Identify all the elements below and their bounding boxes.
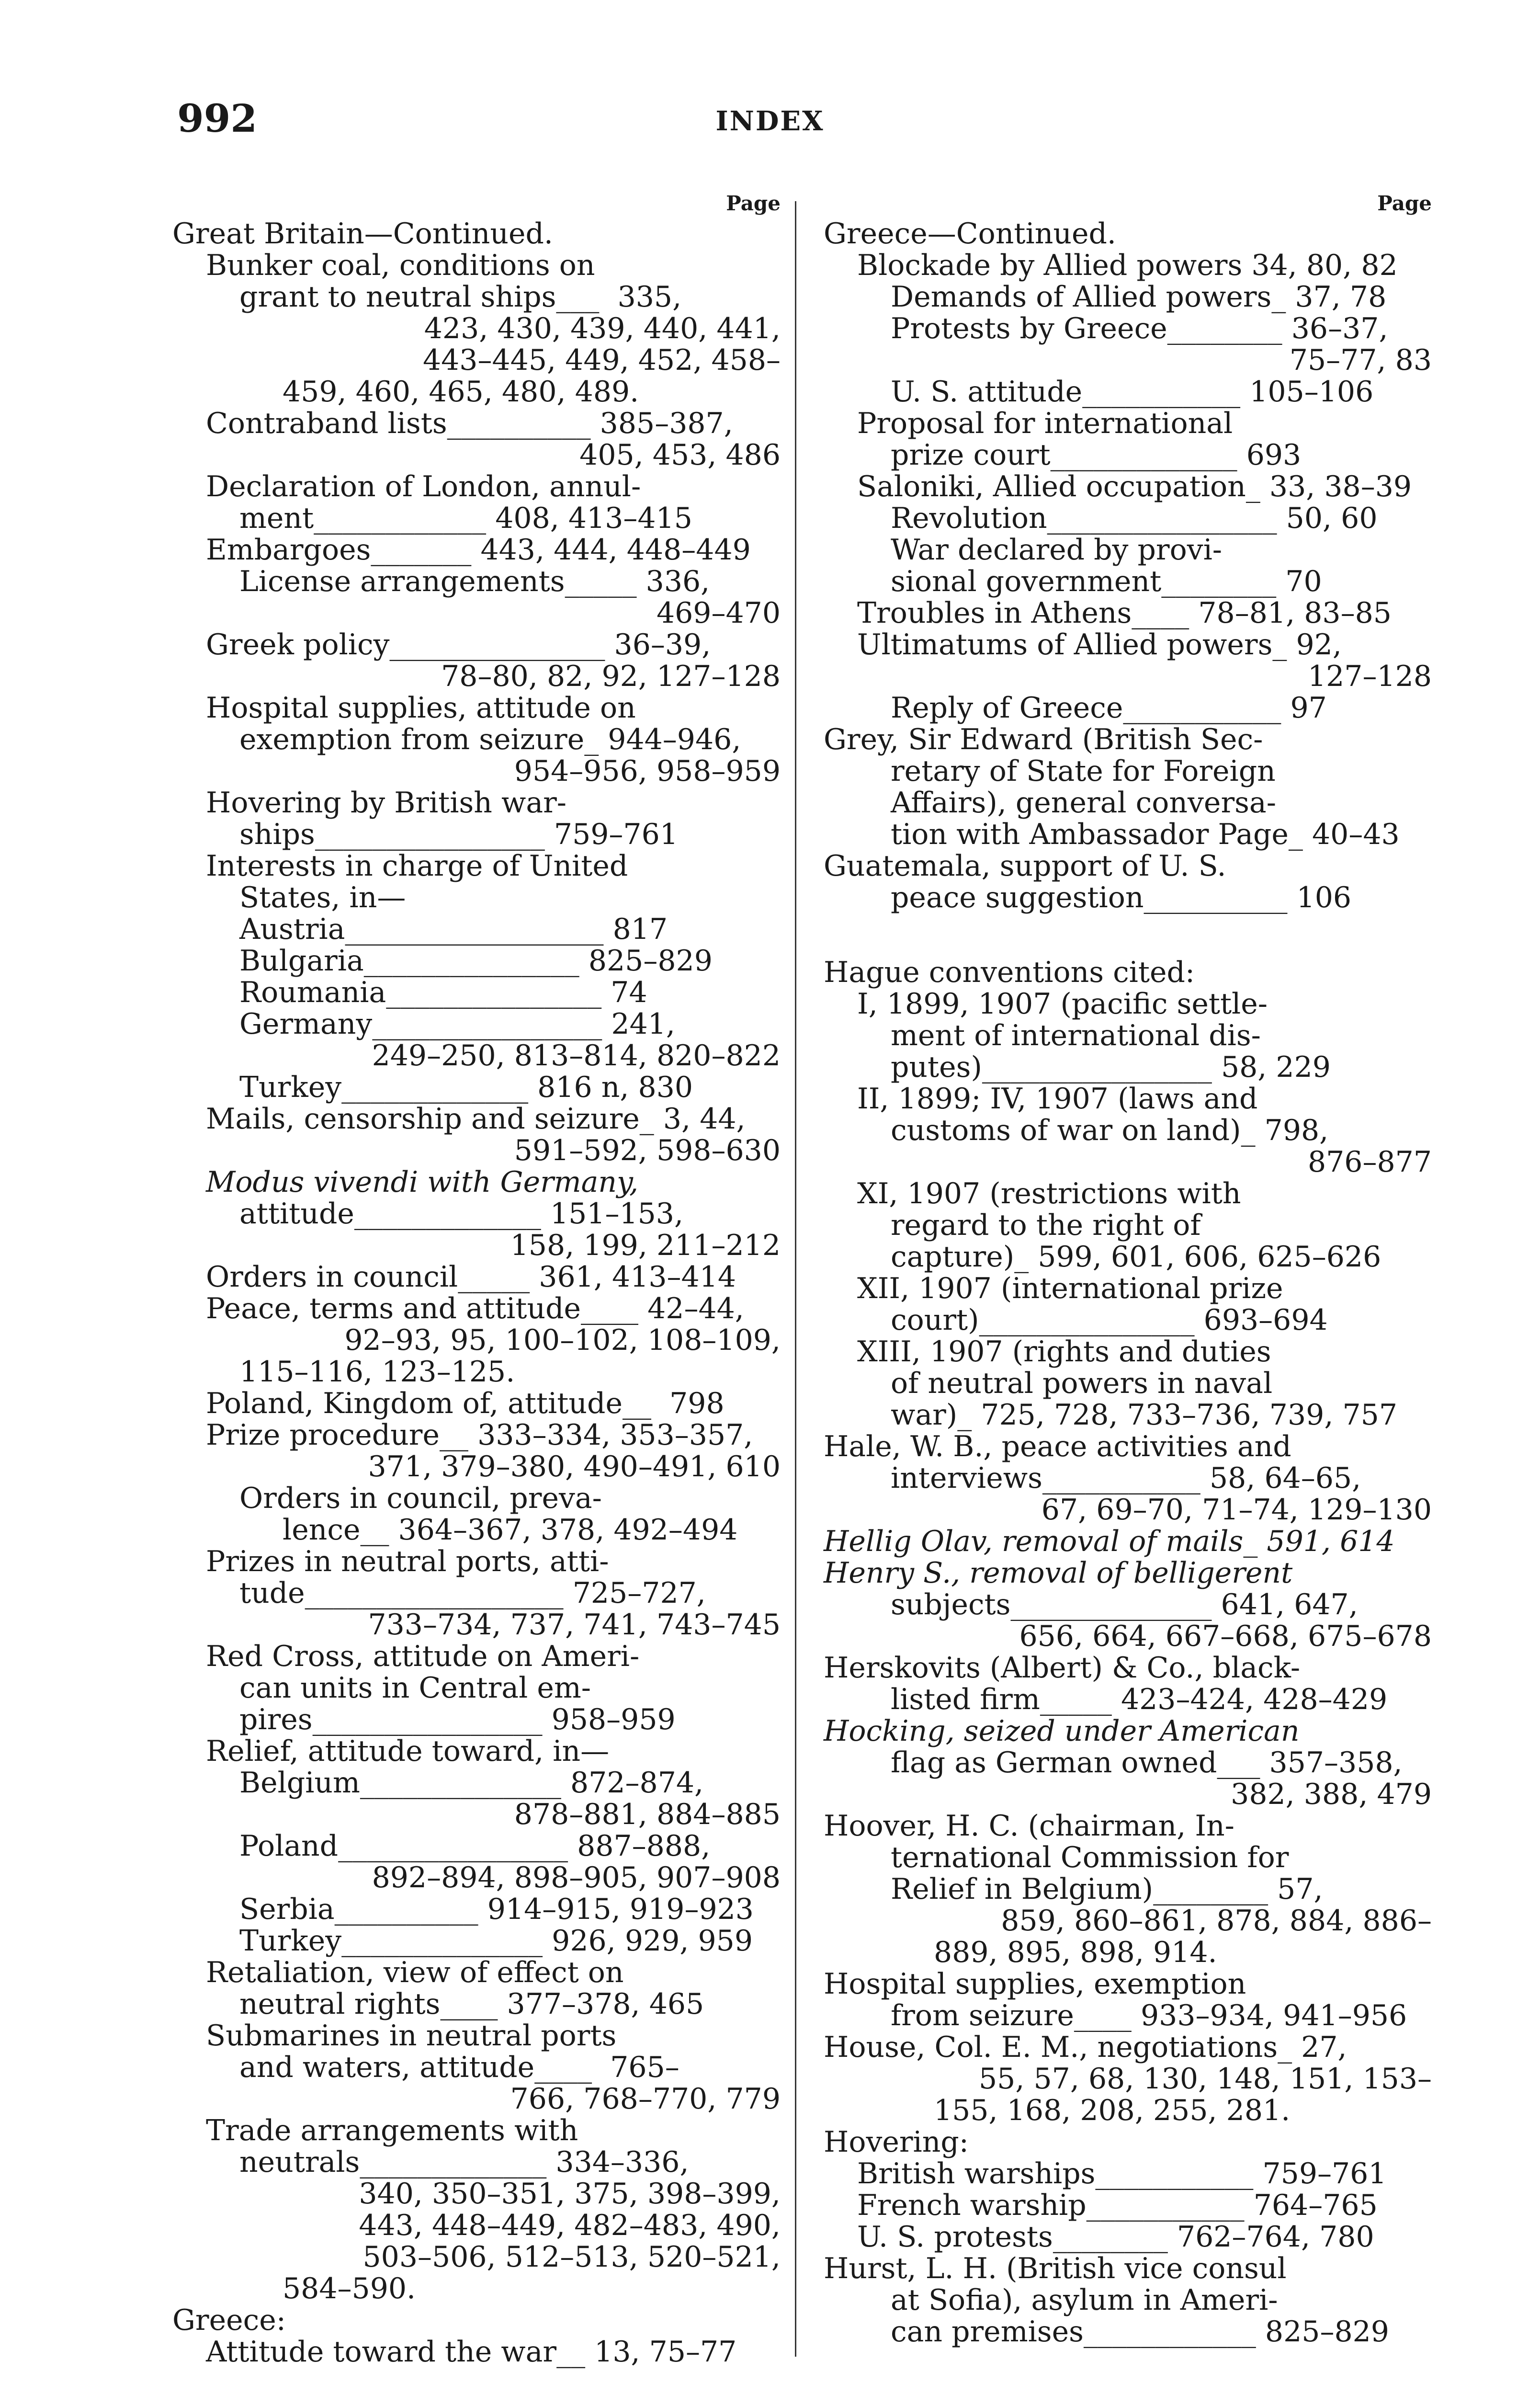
index-line: prize court_____________ 693 xyxy=(891,438,1302,472)
index-line: 405, 453, 486 xyxy=(579,438,781,472)
index-line: war)_ 725, 728, 733–736, 739, 757 xyxy=(891,1398,1397,1432)
index-line: ternational Commission for xyxy=(891,1841,1289,1874)
index-line: Embargoes_______ 443, 444, 448–449 xyxy=(206,533,751,567)
index-line: Contraband lists__________ 385–387, xyxy=(206,407,733,440)
index-line: Proposal for international xyxy=(857,407,1233,440)
index-line: 155, 168, 208, 255, 281. xyxy=(934,2094,1291,2127)
index-line: Prizes in neutral ports, atti- xyxy=(206,1545,609,1578)
index-line: 656, 664, 667–668, 675–678 xyxy=(1019,1619,1432,1653)
index-line: Submarines in neutral ports xyxy=(206,2019,617,2053)
index-line: 584–590. xyxy=(283,2272,416,2305)
index-line: Poland, Kingdom of, attitude__ 798 xyxy=(206,1387,725,1420)
left-entries xyxy=(172,218,781,2368)
index-line: Retaliation, view of effect on xyxy=(206,1956,624,1989)
index-line: 340, 350–351, 375, 398–399, xyxy=(359,2177,781,2211)
index-line: Greek policy_______________ 36–39, xyxy=(206,628,711,661)
index-line: peace suggestion__________ 106 xyxy=(891,881,1352,914)
index-line: Hovering by British war- xyxy=(206,786,567,820)
index-line: British warships___________ 759–761 xyxy=(857,2157,1387,2190)
index-line: 459, 460, 465, 480, 489. xyxy=(283,375,639,409)
index-line: ment of international dis- xyxy=(891,1019,1261,1052)
page-header xyxy=(177,96,1363,148)
index-line: Austria__________________ 817 xyxy=(239,912,668,946)
index-line: Grey, Sir Edward (British Sec- xyxy=(824,723,1263,756)
index-line: 423, 430, 439, 440, 441, xyxy=(424,312,781,345)
index-line: Henry S., removal of belligerent xyxy=(824,1556,1293,1590)
index-line: and waters, attitude____ 765– xyxy=(239,2051,679,2084)
index-line: Ultimatums of Allied powers_ 92, xyxy=(857,628,1342,661)
index-line: Relief, attitude toward, in— xyxy=(206,1734,610,1768)
index-line: 469–470 xyxy=(656,596,781,630)
index-line: pires________________ 958–959 xyxy=(239,1703,676,1736)
index-line: Peace, terms and attitude____ 42–44, xyxy=(206,1292,744,1325)
index-line: 859, 860–861, 878, 884, 886– xyxy=(1001,1904,1432,1938)
index-line: 443, 448–449, 482–483, 490, xyxy=(359,2209,781,2242)
index-line: neutral rights____ 377–378, 465 xyxy=(239,1987,704,2021)
index-line: U. S. protests________ 762–764, 780 xyxy=(857,2220,1374,2254)
index-line: Bulgaria_______________ 825–829 xyxy=(239,944,713,978)
index-line: 67, 69–70, 71–74, 129–130 xyxy=(1041,1493,1432,1527)
index-line: Troubles in Athens____ 78–81, 83–85 xyxy=(857,596,1392,630)
index-line: 78–80, 82, 92, 127–128 xyxy=(441,660,781,693)
index-line: 75–77, 83 xyxy=(1289,343,1432,377)
index-line: listed firm_____ 423–424, 428–429 xyxy=(891,1683,1388,1716)
page-column-label: Page xyxy=(726,192,781,215)
index-line: neutrals_____________ 334–336, xyxy=(239,2145,689,2179)
index-line: Germany________________ 241, xyxy=(239,1007,675,1041)
index-line: Mails, censorship and seizure_ 3, 44, xyxy=(206,1102,746,1136)
index-line: Hoover, H. C. (chairman, In- xyxy=(824,1809,1234,1843)
right-entries xyxy=(824,218,1432,2348)
index-line: can premises____________ 825–829 xyxy=(891,2315,1389,2349)
index-line: Herskovits (Albert) & Co., black- xyxy=(824,1651,1301,1685)
index-line: 158, 199, 211–212 xyxy=(510,1229,781,1262)
index-column-left xyxy=(172,192,781,2368)
index-line: War declared by provi- xyxy=(891,533,1223,567)
index-line: Hospital supplies, attitude on xyxy=(206,691,636,725)
index-line: U. S. attitude___________ 105–106 xyxy=(891,375,1374,409)
index-line: 889, 895, 898, 914. xyxy=(934,1936,1217,1969)
index-line: of neutral powers in naval xyxy=(891,1367,1273,1400)
index-line xyxy=(824,913,1432,957)
index-line: Hovering: xyxy=(824,2125,969,2159)
index-line: retary of State for Foreign xyxy=(891,754,1276,788)
index-line: 443–445, 449, 452, 458– xyxy=(422,343,781,377)
index-line: tion with Ambassador Page_ 40–43 xyxy=(891,818,1400,851)
index-line: XIII, 1907 (rights and duties xyxy=(857,1335,1271,1369)
index-line: from seizure____ 933–934, 941–956 xyxy=(891,1999,1407,2032)
index-line: capture)_ 599, 601, 606, 625–626 xyxy=(891,1240,1381,1274)
index-line: can units in Central em- xyxy=(239,1671,591,1705)
index-line: Attitude toward the war__ 13, 75–77 xyxy=(206,2335,737,2369)
index-line: 892–894, 898–905, 907–908 xyxy=(372,1861,781,1894)
index-line: Trade arrangements with xyxy=(206,2114,578,2147)
index-line: Modus vivendi with Germany, xyxy=(206,1165,639,1199)
index-line: Reply of Greece___________ 97 xyxy=(891,691,1327,725)
index-line: I, 1899, 1907 (pacific settle- xyxy=(857,987,1268,1021)
index-line: Red Cross, attitude on Ameri- xyxy=(206,1640,640,1673)
index-line: Belgium______________ 872–874, xyxy=(239,1766,704,1800)
index-line: Greece: xyxy=(172,2304,286,2337)
index-line: Hurst, L. H. (British vice consul xyxy=(824,2252,1287,2285)
index-line: 382, 388, 479 xyxy=(1231,1778,1432,1811)
index-column-right xyxy=(824,192,1432,2348)
index-line: Hale, W. B., peace activities and xyxy=(824,1430,1291,1463)
index-line: 115–116, 123–125. xyxy=(239,1355,515,1389)
index-line: 92–93, 95, 100–102, 108–109, xyxy=(344,1323,781,1357)
index-line: States, in— xyxy=(239,881,406,914)
index-line: French warship___________ 764–765 xyxy=(857,2189,1378,2222)
index-line: Hague conventions cited: xyxy=(824,956,1195,989)
index-line: XI, 1907 (restrictions with xyxy=(857,1177,1241,1210)
index-line: Revolution________________ 50, 60 xyxy=(891,502,1378,535)
index-line: Interests in charge of United xyxy=(206,849,628,883)
index-line: Turkey_____________ 816 n, 830 xyxy=(239,1071,693,1104)
index-line: Serbia__________ 914–915, 919–923 xyxy=(239,1893,754,1926)
index-line: 591–592, 598–630 xyxy=(514,1134,781,1167)
index-line: Bunker coal, conditions on xyxy=(206,249,595,282)
column-divider xyxy=(795,201,796,2357)
index-line: 55, 57, 68, 130, 148, 151, 153– xyxy=(979,2062,1432,2096)
index-line: License arrangements_____ 336, xyxy=(239,565,710,598)
index-line: Poland________________ 887–888, xyxy=(239,1829,711,1863)
index-line: Orders in council_____ 361, 413–414 xyxy=(206,1260,736,1294)
index-line: II, 1899; IV, 1907 (laws and xyxy=(857,1082,1258,1116)
index-line: Demands of Allied powers_ 37, 78 xyxy=(891,280,1387,314)
index-line: Hellig Olav, removal of mails_ 591, 614 xyxy=(824,1525,1395,1558)
index-line: interviews___________ 58, 64–65, xyxy=(891,1461,1361,1495)
index-line: Relief in Belgium)________ 57, xyxy=(891,1872,1323,1906)
index-line: 766, 768–770, 779 xyxy=(510,2082,781,2116)
running-head: INDEX xyxy=(715,105,825,137)
index-line: 249–250, 813–814, 820–822 xyxy=(372,1039,781,1072)
index-line: sional government________ 70 xyxy=(891,565,1322,598)
index-line: grant to neutral ships___ 335, xyxy=(239,280,682,314)
index-line: Hocking, seized under American xyxy=(824,1714,1300,1748)
index-line: customs of war on land)_ 798, xyxy=(891,1114,1329,1147)
index-line: 954–956, 958–959 xyxy=(514,754,781,788)
index-line: Greece—Continued. xyxy=(824,217,1116,251)
index-line: ships________________ 759–761 xyxy=(239,818,678,851)
index-line: Great Britain—Continued. xyxy=(172,217,553,251)
index-line: 127–128 xyxy=(1307,660,1432,693)
index-line: tude__________________ 725–727, xyxy=(239,1576,706,1610)
index-line: Affairs), general conversa- xyxy=(891,786,1276,820)
index-line: XII, 1907 (international prize xyxy=(857,1272,1283,1305)
index-line: lence__ 364–367, 378, 492–494 xyxy=(283,1513,738,1547)
index-line: regard to the right of xyxy=(891,1209,1201,1242)
index-line: House, Col. E. M., negotiations_ 27, xyxy=(824,2030,1347,2064)
index-line: Roumania_______________ 74 xyxy=(239,976,647,1009)
index-line: court)_______________ 693–694 xyxy=(891,1303,1328,1337)
page-column-label: Page xyxy=(1377,192,1432,215)
index-line: 733–734, 737, 741, 743–745 xyxy=(368,1608,781,1642)
index-line: ment____________ 408, 413–415 xyxy=(239,502,692,535)
index-line: at Sofia), asylum in Ameri- xyxy=(891,2283,1278,2317)
index-line: 503–506, 512–513, 520–521, xyxy=(362,2240,781,2274)
index-line: subjects______________ 641, 647, xyxy=(891,1588,1358,1621)
index-line: Guatemala, support of U. S. xyxy=(824,849,1226,883)
index-line: Orders in council, preva- xyxy=(239,1482,602,1515)
index-line: Protests by Greece________ 36–37, xyxy=(891,312,1388,345)
index-line: 878–881, 884–885 xyxy=(514,1798,781,1831)
index-line: Saloniki, Allied occupation_ 33, 38–39 xyxy=(857,470,1412,503)
index-line: 371, 379–380, 490–491, 610 xyxy=(368,1450,781,1483)
index-line: Blockade by Allied powers 34, 80, 82 xyxy=(857,249,1398,282)
index-line: Declaration of London, annul- xyxy=(206,470,641,503)
index-line: putes)________________ 58, 229 xyxy=(891,1050,1331,1084)
index-line: Hospital supplies, exemption xyxy=(824,1967,1246,2001)
index-line: attitude_____________ 151–153, xyxy=(239,1197,684,1231)
page-number: 992 xyxy=(177,96,257,141)
index-line: 876–877 xyxy=(1307,1145,1432,1179)
index-line: Turkey______________ 926, 929, 959 xyxy=(239,1924,753,1958)
index-line: exemption from seizure_ 944–946, xyxy=(239,723,741,756)
index-line: flag as German owned___ 357–358, xyxy=(891,1746,1403,1779)
index-line: Prize procedure__ 333–334, 353–357, xyxy=(206,1418,753,1452)
